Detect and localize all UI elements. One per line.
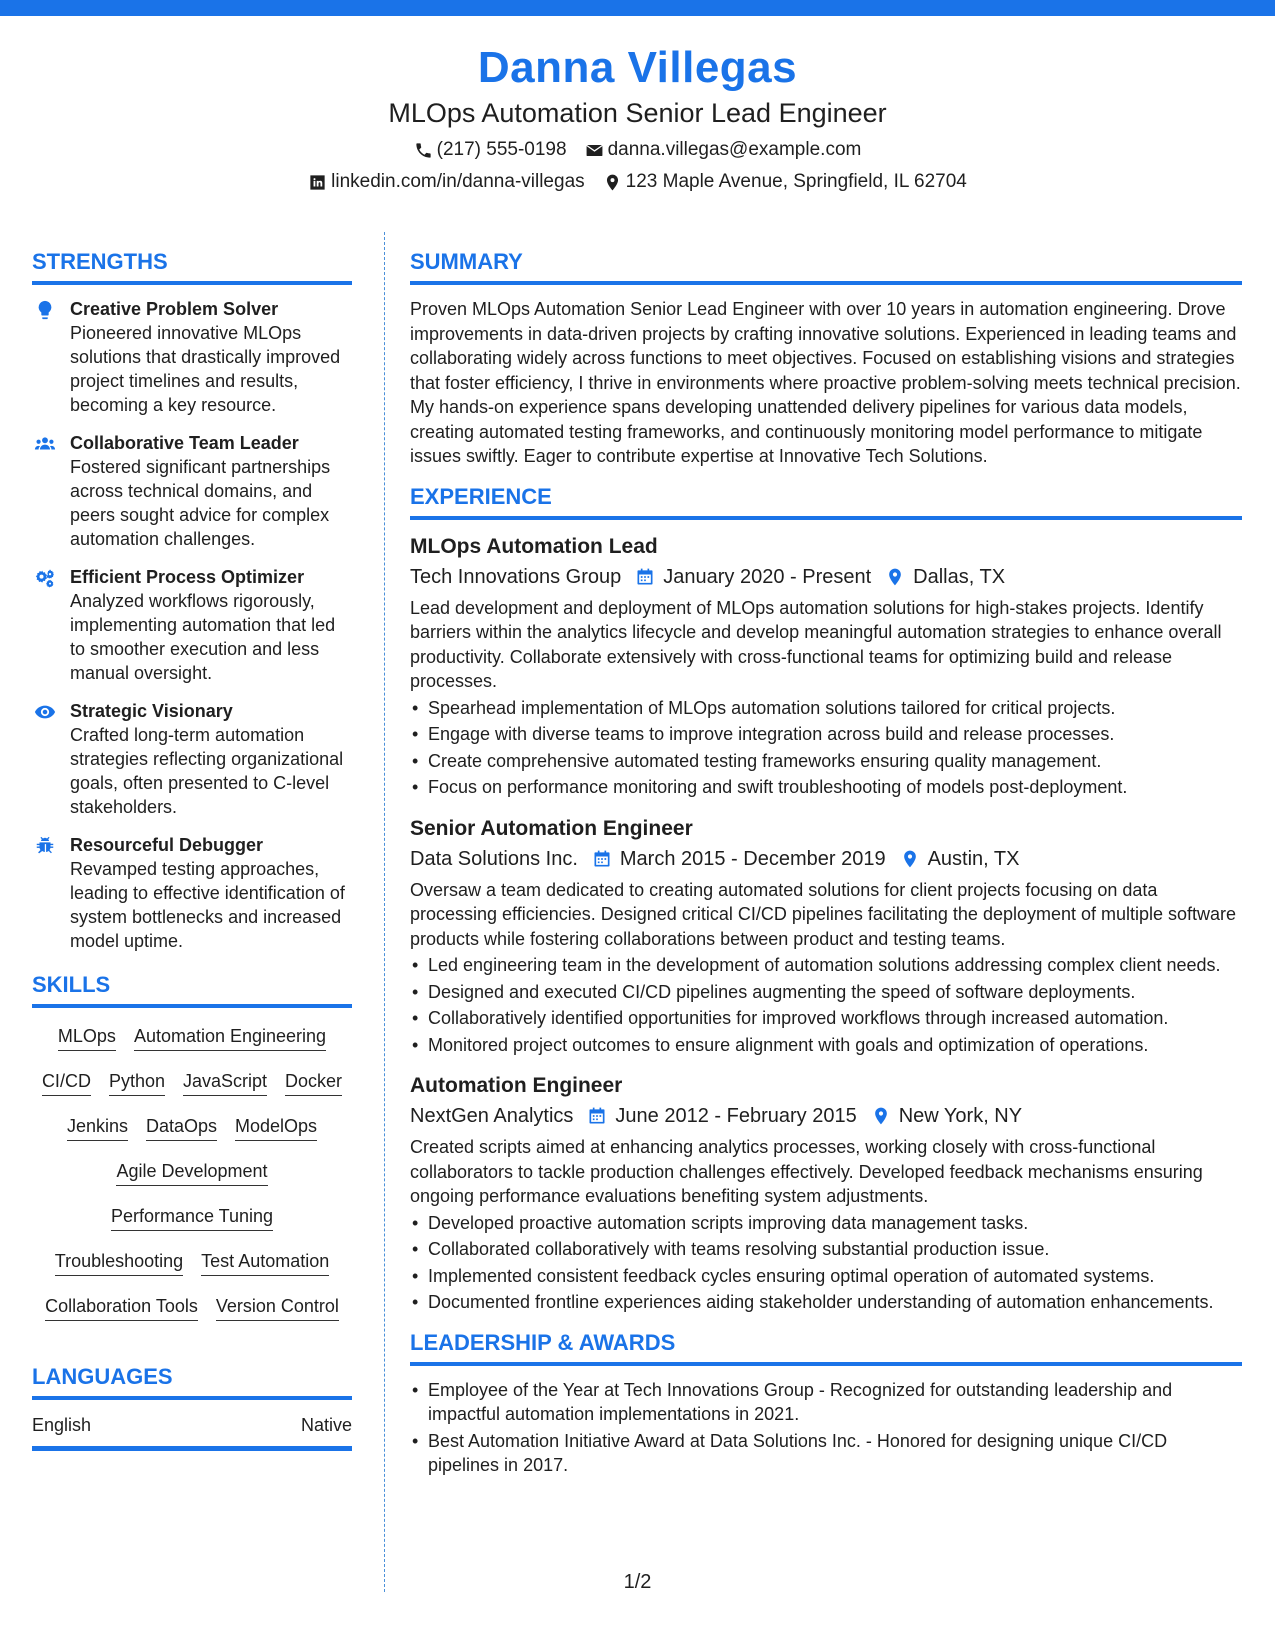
- eye-icon: [34, 701, 56, 723]
- left-column: [32, 248, 352, 1451]
- skill-tag: Python: [109, 1069, 165, 1096]
- skill-tag: JavaScript: [183, 1069, 267, 1096]
- strength-title: Efficient Process Optimizer: [70, 567, 305, 587]
- job-company: Data Solutions Inc.: [410, 847, 578, 870]
- lightbulb-icon: [34, 299, 56, 321]
- strength-item: [32, 833, 352, 953]
- map-pin-icon: [603, 173, 622, 192]
- right-column: [410, 248, 1242, 1480]
- users-icon: [34, 433, 56, 455]
- calendar-icon: [592, 849, 612, 869]
- strength-item: [32, 297, 352, 417]
- phone-contact: [414, 136, 567, 164]
- language-name: English: [32, 1415, 92, 1435]
- strength-desc: Analyzed workflows rigorously, implementing automation that led to smoother execution and less manual oversight.: [70, 591, 336, 683]
- job-entry: [410, 1071, 1242, 1315]
- column-divider: [384, 232, 385, 1592]
- resume-header: [0, 40, 1275, 196]
- bullet-item: • Focus on performance monitoring and swift troubleshooting of models post-deployment.: [410, 775, 1242, 800]
- map-pin-icon: [885, 567, 905, 587]
- skill-tag: DataOps: [146, 1114, 217, 1141]
- skill-tag: CI/CD: [42, 1069, 91, 1096]
- award-item: • Employee of the Year at Tech Innovations Group - Recognized for outstanding leadership and impactful automation implementations in 2021.: [410, 1378, 1242, 1427]
- job-entry: [410, 532, 1242, 800]
- skill-tag: Docker: [285, 1069, 342, 1096]
- skill-tag: Version Control: [216, 1294, 339, 1321]
- strengths-list: [32, 297, 352, 953]
- email-contact[interactable]: [585, 136, 862, 164]
- job-company: NextGen Analytics: [410, 1105, 574, 1127]
- job-description: Oversaw a team dedicated to creating automated solutions for client projects focusing on data processing efficiencies. Designed critical CI/CD pipelines facilitating the deployment of multiple software products while fostering collaborations between product and testing teams.: [410, 879, 1237, 949]
- skill-tag: MLOps: [58, 1024, 116, 1051]
- job-entry: [410, 814, 1242, 1058]
- job-dates: March 2015 - December 2019: [619, 847, 886, 870]
- skill-tag: Collaboration Tools: [45, 1294, 198, 1321]
- strength-title: Creative Problem Solver: [70, 299, 279, 319]
- awards-heading: LEADERSHIP & AWARDS: [410, 1329, 1242, 1366]
- bullet-item: • Collaborated collaboratively with teams resolving substantial production issue.: [410, 1237, 1242, 1262]
- calendar-icon: [635, 567, 655, 587]
- map-pin-icon: [900, 849, 920, 869]
- job-bullets: [410, 1211, 1242, 1315]
- strength-title: Strategic Visionary: [70, 701, 233, 721]
- bug-icon: [34, 835, 56, 857]
- candidate-name: Danna Villegas: [477, 43, 798, 92]
- linkedin-icon: [308, 173, 327, 192]
- strengths-heading: STRENGTHS: [32, 248, 352, 285]
- address-text: 123 Maple Avenue, Springfield, IL 62704: [625, 171, 967, 192]
- strength-title: Resourceful Debugger: [70, 835, 264, 855]
- map-pin-icon: [871, 1106, 891, 1126]
- job-dates: June 2012 - February 2015: [615, 1105, 857, 1127]
- gears-icon: [34, 567, 56, 589]
- contact-row-2: [0, 168, 1275, 196]
- bullet-item: • Implemented consistent feedback cycles ensuring optimal operation of automated systems.: [410, 1264, 1242, 1289]
- job-title: MLOps Automation Lead: [410, 534, 658, 558]
- bullet-item: • Engage with diverse teams to improve integration across build and release processes.: [410, 722, 1242, 747]
- job-location: New York, NY: [898, 1105, 1023, 1127]
- phone-icon: [414, 141, 433, 160]
- strength-desc: Fostered significant partnerships across technical domains, and peers sought advice for complex automation challenges.: [70, 457, 331, 549]
- experience-heading: EXPERIENCE: [410, 483, 1242, 520]
- bullet-item: • Monitored project outcomes to ensure alignment with goals and optimization of operations.: [410, 1033, 1242, 1058]
- strength-desc: Crafted long-term automation strategies reflecting organizational goals, often presented to C-level stakeholders.: [70, 725, 344, 817]
- job-description: Created scripts aimed at enhancing analytics processes, working closely with cross-functional collaborators to tackle production challenges effectively. Developed feedback mechanisms ensuring ongoing performance evaluations benefiting system adjustments.: [410, 1137, 1203, 1206]
- skills-list: [32, 1020, 352, 1321]
- summary-text: Proven MLOps Automation Senior Lead Engineer with over 10 years in automation engineering. Drove improvements in data-driven projects by crafting innovative solutions. Experienced in leading teams and collaborating widely across functions to meet objectives. Focused on establishing visions and strategies that foster efficiency, I thrive in environments where proactive problem-solving meets technical precision. My hands-on experience spans developing unattended delivery pipelines for various data models, creating automated testing frameworks, and continuously monitoring model performance to mitigate issues swiftly. Eager to contribute expertise at Innovative Tech Solutions.: [410, 299, 1241, 466]
- skills-heading: SKILLS: [32, 971, 352, 1008]
- calendar-icon: [587, 1106, 607, 1126]
- bullet-item: • Designed and executed CI/CD pipelines augmenting the speed of software deployments.: [410, 980, 1242, 1005]
- linkedin-text[interactable]: linkedin.com/in/danna-villegas: [331, 171, 585, 192]
- bullet-item: • Led engineering team in the development of automation solutions addressing complex client needs.: [410, 953, 1242, 978]
- strength-desc: Revamped testing approaches, leading to effective identification of system bottlenecks and increased model uptime.: [70, 859, 345, 951]
- summary-heading: SUMMARY: [410, 248, 1242, 285]
- job-title: Automation Engineer: [410, 1074, 623, 1097]
- awards-list: [410, 1378, 1242, 1478]
- bullet-item: • Create comprehensive automated testing frameworks ensuring quality management.: [410, 749, 1242, 774]
- job-title: Senior Automation Engineer: [410, 816, 693, 840]
- address-contact: [603, 168, 967, 196]
- language-item: [32, 1412, 352, 1451]
- envelope-icon: [585, 141, 604, 160]
- job-bullets: [410, 696, 1242, 800]
- language-level: Native: [300, 1415, 352, 1435]
- job-meta: [410, 844, 1242, 874]
- email-text[interactable]: danna.villegas@example.com: [607, 139, 862, 160]
- bullet-item: • Documented frontline experiences aiding stakeholder understanding of automation enhancements.: [410, 1290, 1242, 1315]
- skill-tag: ModelOps: [235, 1114, 317, 1141]
- job-location: Dallas, TX: [913, 565, 1006, 588]
- top-accent-bar: [0, 0, 1275, 16]
- award-item: • Best Automation Initiative Award at Data Solutions Inc. - Honored for designing unique CI/CD pipelines in 2017.: [410, 1429, 1242, 1478]
- bullet-item: • Collaboratively identified opportunities for improved workflows through increased automation.: [410, 1006, 1242, 1031]
- job-meta: [410, 1101, 1242, 1131]
- page-number: 1/2: [623, 1571, 652, 1593]
- skill-tag: Test Automation: [201, 1249, 329, 1276]
- skill-tag: Agile Development: [116, 1159, 267, 1186]
- linkedin-contact[interactable]: [308, 168, 584, 196]
- skill-tag: Performance Tuning: [111, 1204, 273, 1231]
- job-location: Austin, TX: [927, 847, 1020, 870]
- strength-item: [32, 699, 352, 819]
- candidate-title: MLOps Automation Senior Lead Engineer: [388, 98, 887, 128]
- strength-item: [32, 565, 352, 685]
- job-bullets: [410, 953, 1242, 1057]
- job-description: Lead development and deployment of MLOps automation solutions for high-stakes projects. Identify barriers within the analytics lifecycle and develop meaningful automation strategies to enhance overall productivity. Collaborate extensively with cross-functional teams for optimizing build and release processes.: [410, 597, 1222, 691]
- contact-row-1: [0, 136, 1275, 164]
- skill-tag: Automation Engineering: [134, 1024, 326, 1051]
- skill-tag: Jenkins: [67, 1114, 128, 1141]
- languages-heading: LANGUAGES: [32, 1363, 352, 1400]
- bullet-item: • Spearhead implementation of MLOps automation solutions tailored for critical projects.: [410, 696, 1242, 721]
- job-meta: [410, 562, 1242, 592]
- bullet-item: • Developed proactive automation scripts improving data management tasks.: [410, 1211, 1242, 1236]
- skill-tag: Troubleshooting: [55, 1249, 183, 1276]
- job-company: Tech Innovations Group: [410, 565, 622, 588]
- strength-title: Collaborative Team Leader: [70, 433, 299, 453]
- job-dates: January 2020 - Present: [663, 565, 872, 588]
- strength-item: [32, 431, 352, 551]
- phone-text: (217) 555-0198: [436, 139, 567, 160]
- strength-desc: Pioneered innovative MLOps solutions that drastically improved project timelines and results, becoming a key resource.: [70, 323, 341, 415]
